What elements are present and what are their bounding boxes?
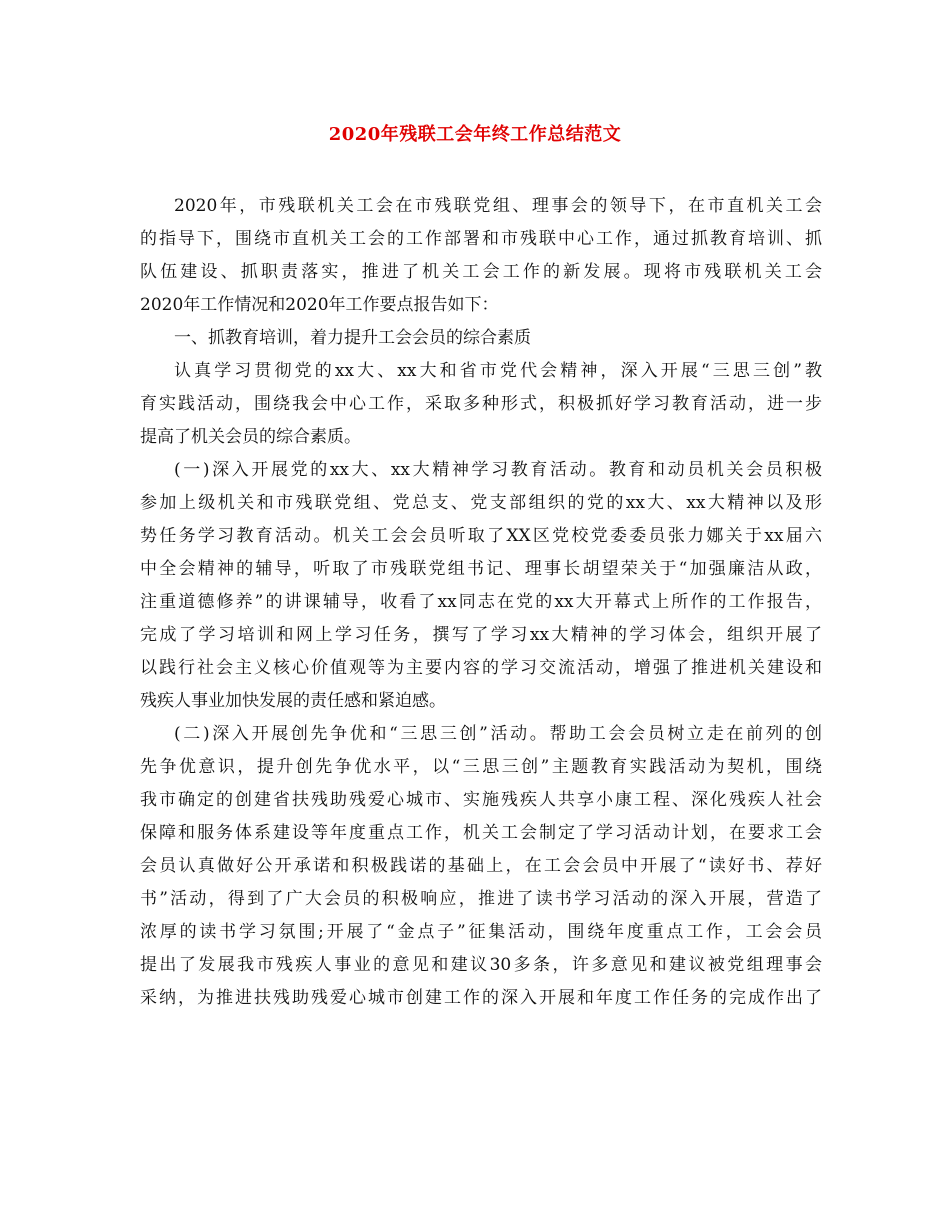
body-line: (一)深入开展党的xx大、xx大精神学习教育活动。教育和动员机关会员积极: [174, 460, 822, 480]
body-line: 的指导下，围绕市直机关工会的工作部署和市残联中心工作，通过抓教育培训、抓: [140, 229, 822, 249]
body-line: 队伍建设、抓职责落实，推进了机关工会工作的新发展。现将市残联机关工会: [140, 262, 822, 282]
body-line: 残疾人事业加快发展的责任感和紧迫感。: [140, 691, 446, 711]
body-line: 参加上级机关和市残联党组、党总支、党支部组织的党的xx大、xx大精神以及形: [140, 493, 822, 513]
body-line: 保障和服务体系建设等年度重点工作，机关工会制定了学习活动计划，在要求工会: [140, 823, 822, 843]
body-line: 浓厚的读书学习氛围;开展了“金点子”征集活动，围绕年度重点工作，工会会员: [140, 922, 822, 942]
body-line: 2020年，市残联机关工会在市残联党组、理事会的领导下，在市直机关工会: [174, 196, 822, 216]
body-line: 采纳，为推进扶残助残爱心城市创建工作的深入开展和年度工作任务的完成作出了: [140, 988, 822, 1008]
body-line: 一、抓教育培训，着力提升工会会员的综合素质: [174, 328, 531, 348]
body-line: 认真学习贯彻党的xx大、xx大和省市党代会精神，深入开展“三思三创”教: [174, 361, 822, 381]
body-line: 完成了学习培训和网上学习任务，撰写了学习xx大精神的学习体会，组织开展了: [140, 625, 822, 645]
body-line: 提高了机关会员的综合素质。: [140, 427, 361, 447]
body-line: 我市确定的创建省扶残助残爱心城市、实施残疾人共享小康工程、深化残疾人社会: [140, 790, 822, 810]
body-line: 先争优意识，提升创先争优水平，以“三思三创”主题教育实践活动为契机，围绕: [140, 757, 822, 777]
body-line: 中全会精神的辅导，听取了市残联党组书记、理事长胡望荣关于“加强廉洁从政，: [140, 559, 822, 579]
body-line: 会员认真做好公开承诺和积极践诺的基础上，在工会会员中开展了“读好书、荐好: [140, 856, 822, 876]
body-line: 提出了发展我市残疾人事业的意见和建议30多条，许多意见和建议被党组理事会: [140, 955, 822, 975]
body-line: 育实践活动，围绕我会中心工作，采取多种形式，积极抓好学习教育活动，进一步: [140, 394, 822, 414]
body-line: 以践行社会主义核心价值观等为主要内容的学习交流活动，增强了推进机关建设和: [140, 658, 822, 678]
document-title: 2020年残联工会年终工作总结范文: [328, 124, 622, 145]
body-line: 势任务学习教育活动。机关工会会员听取了XX区党校党委委员张力娜关于xx届六: [140, 526, 822, 546]
body-line: 书”活动，得到了广大会员的积极响应，推进了读书学习活动的深入开展，营造了: [140, 889, 822, 909]
body-line: (二)深入开展创先争优和“三思三创”活动。帮助工会会员树立走在前列的创: [174, 724, 822, 744]
body-line: 2020年工作情况和2020年工作要点报告如下：: [140, 295, 499, 315]
document-body: [140, 190, 822, 1015]
body-line: 注重道德修养”的讲课辅导，收看了xx同志在党的xx大开幕式上所作的工作报告，: [140, 592, 822, 612]
